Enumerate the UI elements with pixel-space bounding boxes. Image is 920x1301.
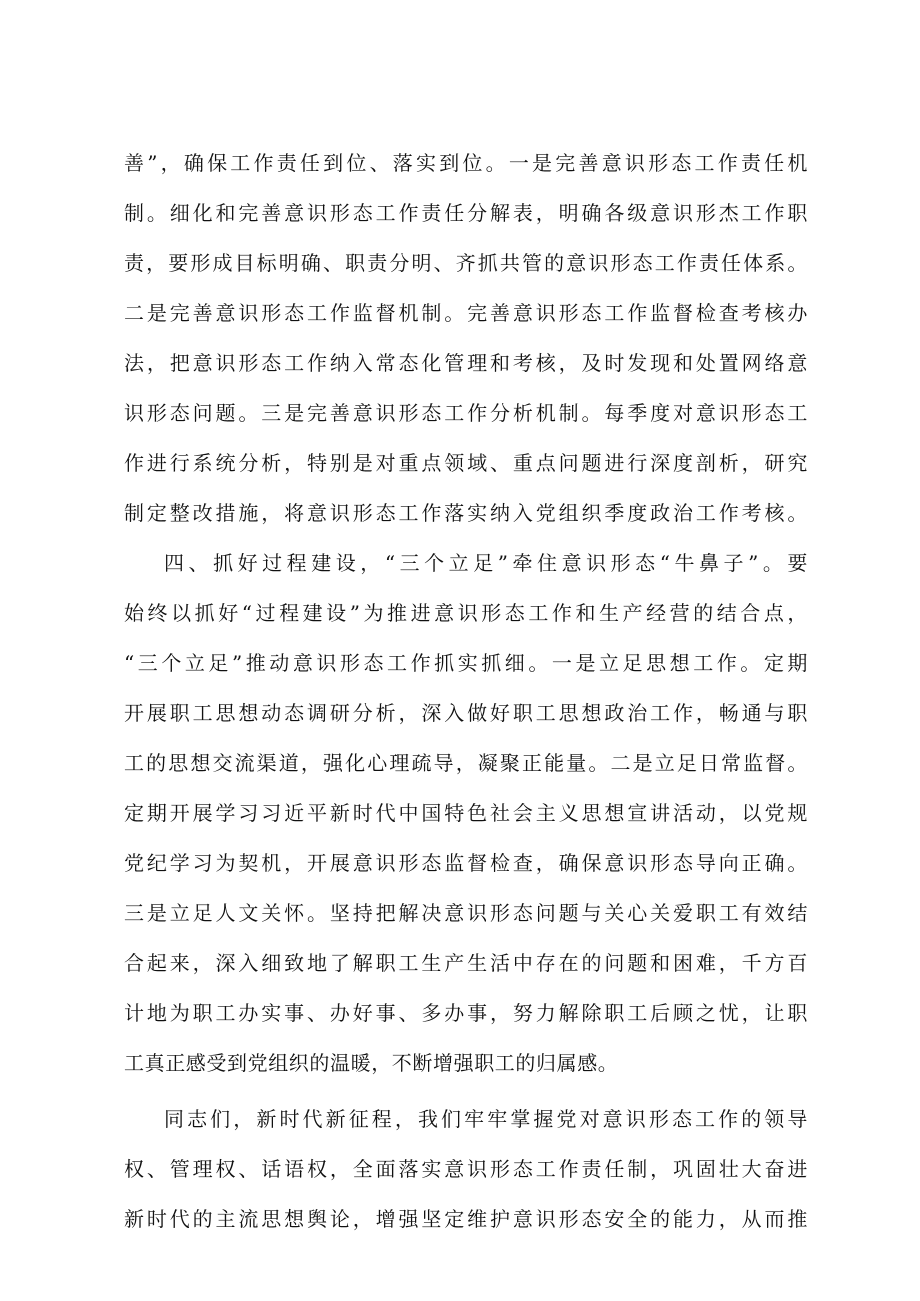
text-line: 工的思想交流渠道，强化心理疏导，凝聚正能量。二是立足日常监督。 [124, 751, 808, 775]
text-line: 责，要形成目标明确、职责分明、齐抓共管的意识形态工作责任体系。 [124, 251, 808, 275]
text-line: 始终以抓好“过程建设”为推进意识形态工作和生产经营的结合点， [124, 601, 808, 625]
text-line: 识形态问题。三是完善意识形态工作分析机制。每季度对意识形态工 [124, 401, 808, 425]
text-line: 计地为职工办实事、办好事、多办事，努力解除职工后顾之忧，让职 [124, 1001, 808, 1025]
text-line: 善”，确保工作责任到位、落实到位。一是完善意识形态工作责任机 [124, 151, 808, 175]
text-line: 开展职工思想动态调研分析，深入做好职工思想政治工作，畅通与职 [124, 701, 808, 725]
text-line: 合起来，深入细致地了解职工生产生活中存在的问题和困难，千方百 [124, 951, 808, 975]
text-line: 同志们，新时代新征程，我们牢牢掌握党对意识形态工作的领导 [164, 1107, 808, 1131]
text-line: 作进行系统分析，特别是对重点领域、重点问题进行深度剖析，研究 [124, 451, 808, 475]
text-line: 定期开展学习习近平新时代中国特色社会主义思想宣讲活动，以党规 [124, 801, 808, 825]
text-line: 工真正感受到党组织的温暖，不断增强职工的归属感。 [124, 1051, 619, 1075]
text-line: 新时代的主流思想舆论，增强坚定维护意识形态安全的能力，从而推 [124, 1207, 808, 1231]
text-line: “三个立足”推动意识形态工作抓实抓细。一是立足思想工作。定期 [124, 651, 808, 675]
text-line: 四、抓好过程建设，“三个立足”牵住意识形态“牛鼻子”。要 [164, 551, 808, 575]
paragraph-process-construction [124, 538, 808, 1088]
text-line: 三是立足人文关怀。坚持把解决意识形态问题与关心关爱职工有效结 [124, 901, 808, 925]
text-line: 制定整改措施，将意识形态工作落实纳入党组织季度政治工作考核。 [124, 501, 808, 525]
paragraph-responsibility-mechanism [124, 138, 808, 538]
text-line: 党纪学习为契机，开展意识形态监督检查，确保意识形态导向正确。 [124, 851, 808, 875]
text-line: 制。细化和完善意识形态工作责任分解表，明确各级意识形杰工作职 [124, 201, 808, 225]
text-line: 权、管理权、话语权，全面落实意识形态工作责任制，巩固壮大奋进 [124, 1157, 808, 1181]
text-line: 二是完善意识形态工作监督机制。完善意识形态工作监督检查考核办 [124, 301, 808, 325]
paragraph-conclusion [124, 1094, 808, 1244]
body-text [124, 138, 808, 1244]
text-line: 法，把意识形态工作纳入常态化管理和考核，及时发现和处置网络意 [124, 351, 808, 375]
